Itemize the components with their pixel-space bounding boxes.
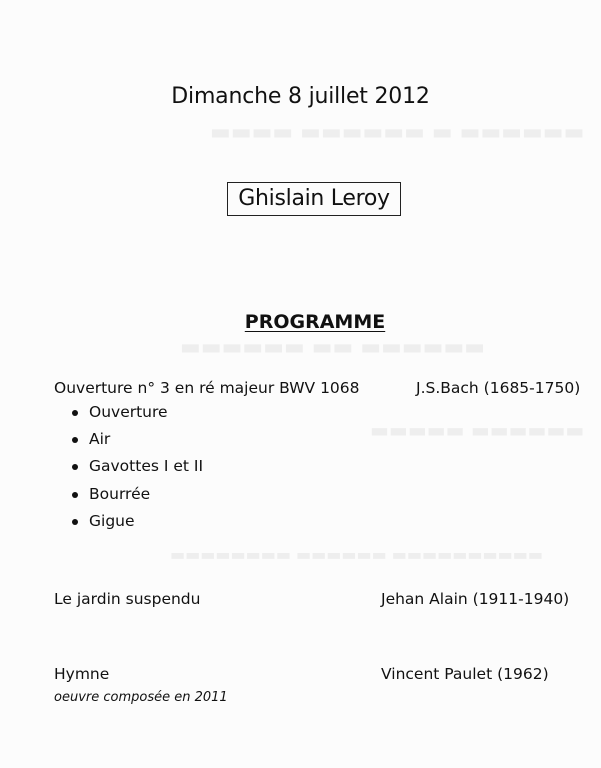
programme-title: PROGRAMME [244,311,386,333]
bullet-icon [72,464,78,470]
movement-list [72,403,203,539]
list-item [72,403,203,430]
bullet-icon [72,519,78,525]
list-item [72,485,203,512]
movement-label: Ouverture [89,403,168,421]
movement-label: Bourrée [89,484,151,503]
list-item [72,512,203,539]
movement-label: Air [89,430,111,449]
list-item [72,457,203,484]
piece-note: oeuvre composée en 2011 [54,690,228,705]
list-item [72,430,203,457]
piece-composer: Vincent Paulet (1962) [381,665,549,683]
bullet-icon [72,492,78,498]
bleed-through-text: ▬▬▬▬▬▬ ▬ ▬▬▬▬▬▬ ▬▬▬▬ [210,120,585,145]
bleed-through-text: ▬▬▬▬▬▬ ▬▬▬▬▬ [370,418,585,442]
concert-date: Dimanche 8 juillet 2012 [171,84,430,109]
movement-label: Gavottes I et II [89,457,204,476]
movement-label: Gigue [89,511,135,530]
bullet-icon [72,437,78,443]
piece-title: Ouverture n° 3 en ré majeur BWV 1068 [54,379,360,397]
bleed-through-text: ▬▬▬▬▬▬ ▬▬ ▬▬▬▬▬▬ [180,335,485,360]
piece-title: Le jardin suspendu [54,590,201,608]
piece-composer: Jehan Alain (1911-1940) [381,590,570,608]
bullet-icon [72,410,78,416]
bleed-through-text: ▬▬▬▬▬▬▬▬▬▬ ▬▬▬▬▬▬ ▬▬▬▬▬▬▬▬ [170,545,543,564]
performer-name: Ghislain Leroy [227,182,401,216]
piece-composer: J.S.Bach (1685-1750) [416,379,581,397]
piece-title: Hymne [54,665,110,683]
